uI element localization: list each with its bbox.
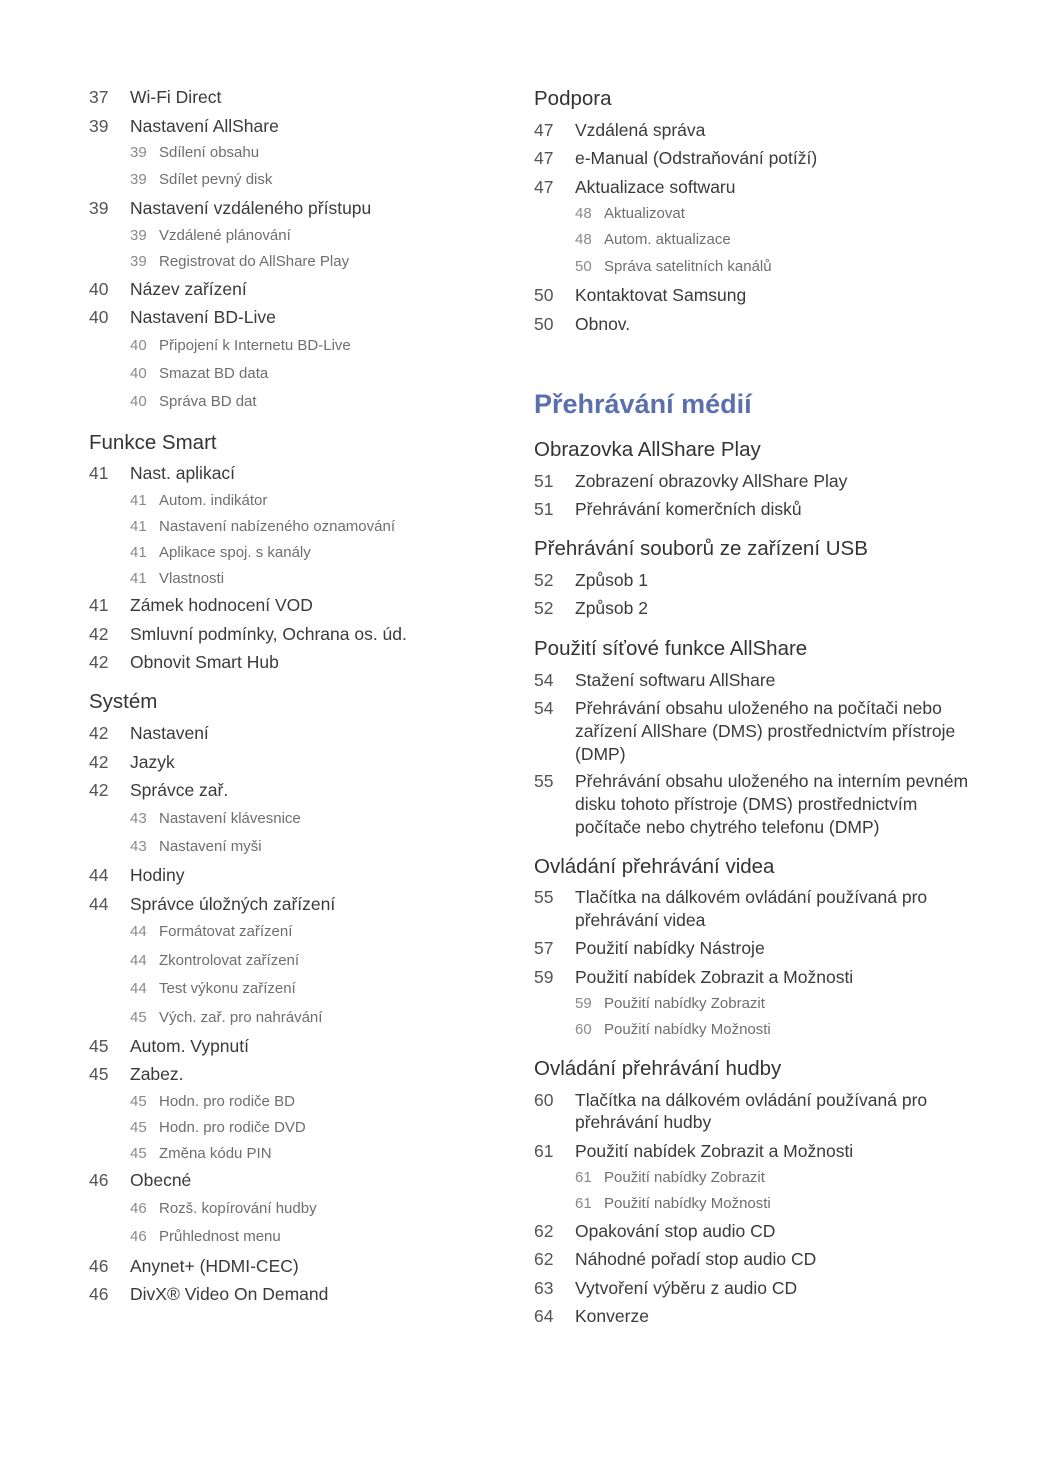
- page-number: 51: [534, 471, 554, 491]
- section-heading-podpora: Podpora: [534, 87, 612, 110]
- page-number: 48: [575, 231, 592, 248]
- entry-title: Zabez.: [130, 1064, 184, 1084]
- page-number: 40: [130, 393, 147, 410]
- entry-title: Registrovat do AllShare Play: [159, 253, 350, 270]
- page-number: 39: [89, 198, 109, 218]
- page-number: 44: [130, 980, 147, 997]
- page-number: 44: [130, 923, 147, 940]
- entry-title-line: Přehrávání obsahu uloženého na počítači nebo: [575, 698, 942, 718]
- page-number: 44: [89, 894, 109, 914]
- entry-title: Autom. aktualizace: [604, 231, 731, 248]
- page-number: 59: [575, 995, 592, 1012]
- page-number: 64: [534, 1306, 554, 1326]
- entry-title: Použití nabídky Možnosti: [604, 1195, 771, 1212]
- entry-title: Autom. indikátor: [159, 492, 268, 509]
- page-number: 41: [130, 570, 147, 587]
- entry-title: Smazat BD data: [159, 365, 269, 382]
- entry-title: Obnov.: [575, 314, 631, 334]
- page-number: 42: [89, 624, 109, 644]
- section-heading-system: Systém: [89, 690, 158, 713]
- page-number: 45: [89, 1036, 109, 1056]
- entry-title-line: disku tohoto přístroje (DMS) prostřednictvím: [575, 794, 918, 814]
- entry-title: Vytvoření výběru z audio CD: [575, 1278, 798, 1298]
- entry-title: Správa satelitních kanálů: [604, 258, 772, 275]
- entry-title: Jazyk: [130, 752, 175, 772]
- page-number: 39: [130, 253, 147, 270]
- entry-title: e-Manual (Odstraňování potíží): [575, 148, 818, 168]
- entry-title: Způsob 2: [575, 598, 648, 618]
- entry-title: Obnovit Smart Hub: [130, 652, 279, 672]
- entry-title: Anynet+ (HDMI-CEC): [130, 1256, 299, 1276]
- page-number: 60: [534, 1090, 554, 1110]
- page-number: 45: [130, 1119, 147, 1136]
- entry-title: Nastavení AllShare: [130, 116, 279, 136]
- page-number: 41: [130, 544, 147, 561]
- entry-title: Opakování stop audio CD: [575, 1221, 776, 1241]
- entry-title: Použití nabídek Zobrazit a Možnosti: [575, 967, 854, 987]
- entry-title: Správa BD dat: [159, 393, 257, 410]
- entry-title: Aplikace spoj. s kanály: [159, 544, 311, 561]
- entry-title: Použití nabídky Možnosti: [604, 1021, 771, 1038]
- page-number: 41: [130, 492, 147, 509]
- page-number: 39: [130, 144, 147, 161]
- entry-title: Zobrazení obrazovky AllShare Play: [575, 471, 848, 491]
- page-number: 45: [130, 1093, 147, 1110]
- entry-title: Kontaktovat Samsung: [575, 285, 747, 305]
- page-number: 46: [130, 1200, 147, 1217]
- page-number: 37: [89, 87, 109, 107]
- entry-title: Wi-Fi Direct: [130, 87, 222, 107]
- page-number: 39: [130, 227, 147, 244]
- entry-title: Smluvní podmínky, Ochrana os. úd.: [130, 624, 407, 644]
- entry-title: Rozš. kopírování hudby: [159, 1200, 317, 1217]
- page-number: 47: [534, 120, 554, 140]
- entry-title: Správce úložných zařízení: [130, 894, 336, 914]
- entry-title: Vých. zař. pro nahrávání: [159, 1009, 323, 1026]
- entry-title: DivX® Video On Demand: [130, 1284, 329, 1304]
- page-number: 42: [89, 723, 109, 743]
- page-number: 46: [89, 1256, 109, 1276]
- entry-title: Obecné: [130, 1170, 192, 1190]
- page-number: 50: [534, 285, 554, 305]
- section-heading-music: Ovládání přehrávání hudby: [534, 1057, 782, 1080]
- entry-title: Hodiny: [130, 865, 185, 885]
- page-number: 57: [534, 938, 554, 958]
- page-number: 41: [130, 518, 147, 535]
- entry-title: Zkontrolovat zařízení: [159, 952, 300, 969]
- entry-title: Nastavení vzdáleného přístupu: [130, 198, 372, 218]
- entry-title: Průhlednost menu: [159, 1228, 281, 1245]
- section-heading-allshare-play: Obrazovka AllShare Play: [534, 438, 761, 461]
- entry-title-line: přehrávání hudby: [575, 1112, 712, 1132]
- page-number: 61: [575, 1169, 592, 1186]
- page-number: 45: [130, 1145, 147, 1162]
- page-number: 46: [89, 1170, 109, 1190]
- page-number: 44: [89, 865, 109, 885]
- page-number: 42: [89, 752, 109, 772]
- section-heading-network: Použití síťové funkce AllShare: [534, 637, 808, 660]
- entry-title: Nastavení: [130, 723, 209, 743]
- page-number: 40: [130, 365, 147, 382]
- entry-title-line: zařízení AllShare (DMS) prostřednictvím přístroje: [575, 721, 956, 741]
- entry-title: Nastavení BD-Live: [130, 307, 276, 327]
- entry-title: Nastavení klávesnice: [159, 810, 301, 827]
- page-number: 41: [89, 595, 109, 615]
- page-number: 39: [89, 116, 109, 136]
- page-number: 43: [130, 838, 147, 855]
- page-number: 47: [534, 177, 554, 197]
- entry-title-line: (DMP): [575, 744, 626, 764]
- page-number: 61: [575, 1195, 592, 1212]
- page-number: 40: [89, 307, 109, 327]
- page-number: 60: [575, 1021, 592, 1038]
- entry-title: Náhodné pořadí stop audio CD: [575, 1249, 817, 1269]
- page-number: 46: [89, 1284, 109, 1304]
- entry-title: Použití nabídek Zobrazit a Možnosti: [575, 1141, 854, 1161]
- entry-title: Nast. aplikací: [130, 463, 236, 483]
- entry-title: Správce zař.: [130, 780, 229, 800]
- page-number: 39: [130, 171, 147, 188]
- entry-title: Vzdálené plánování: [159, 227, 291, 244]
- section-heading-video: Ovládání přehrávání videa: [534, 855, 775, 878]
- entry-title-line: Přehrávání obsahu uloženého na interním pevném: [575, 771, 969, 791]
- entry-title: Nastavení myši: [159, 838, 262, 855]
- page-number: 61: [534, 1141, 554, 1161]
- entry-title: Stažení softwaru AllShare: [575, 670, 776, 690]
- entry-title: Formátovat zařízení: [159, 923, 293, 940]
- entry-title-line: Tlačítka na dálkovém ovládání používaná pro: [575, 887, 928, 907]
- page-number: 41: [89, 463, 109, 483]
- page-number: 42: [89, 780, 109, 800]
- page-number: 46: [130, 1228, 147, 1245]
- page-number: 47: [534, 148, 554, 168]
- chapter-title: Přehrávání médií: [534, 389, 752, 419]
- entry-title: Způsob 1: [575, 570, 648, 590]
- page-number: 43: [130, 810, 147, 827]
- page-number: 59: [534, 967, 554, 987]
- entry-title: Konverze: [575, 1306, 649, 1326]
- entry-title-line: přehrávání videa: [575, 910, 706, 930]
- page-number: 40: [89, 279, 109, 299]
- entry-title: Použití nabídky Zobrazit: [604, 995, 765, 1012]
- entry-title: Aktualizace softwaru: [575, 177, 736, 197]
- entry-title-line: Tlačítka na dálkovém ovládání používaná pro: [575, 1090, 928, 1110]
- page-number: 62: [534, 1221, 554, 1241]
- entry-title: Vzdálená správa: [575, 120, 706, 140]
- page-number: 45: [89, 1064, 109, 1084]
- entry-title: Připojení k Internetu BD-Live: [159, 337, 351, 354]
- entry-title: Aktualizovat: [604, 205, 685, 222]
- entry-title: Sdílet pevný disk: [159, 171, 273, 188]
- entry-title: Použití nabídky Nástroje: [575, 938, 765, 958]
- entry-title: Autom. Vypnutí: [130, 1036, 249, 1056]
- page-number: 52: [534, 570, 554, 590]
- entry-title: Test výkonu zařízení: [159, 980, 296, 997]
- entry-title: Nastavení nabízeného oznamování: [159, 518, 395, 535]
- page-number: 50: [575, 258, 592, 275]
- page-number: 62: [534, 1249, 554, 1269]
- section-heading-usb: Přehrávání souborů ze zařízení USB: [534, 537, 868, 560]
- page-number: 54: [534, 698, 554, 718]
- entry-title: Hodn. pro rodiče BD: [159, 1093, 295, 1110]
- page-number: 40: [130, 337, 147, 354]
- page-number: 45: [130, 1009, 147, 1026]
- entry-title: Vlastnosti: [159, 570, 225, 587]
- entry-title: Použití nabídky Zobrazit: [604, 1169, 765, 1186]
- page-number: 48: [575, 205, 592, 222]
- entry-title: Hodn. pro rodiče DVD: [159, 1119, 306, 1136]
- entry-title: Změna kódu PIN: [159, 1145, 272, 1162]
- page-number: 44: [130, 952, 147, 969]
- entry-title: Název zařízení: [130, 279, 247, 299]
- section-heading-funkce-smart: Funkce Smart: [89, 431, 217, 454]
- page-number: 63: [534, 1278, 554, 1298]
- page-number: 52: [534, 598, 554, 618]
- page-number: 50: [534, 314, 554, 334]
- page-number: 51: [534, 499, 554, 519]
- page-number: 55: [534, 771, 554, 791]
- page-number: 54: [534, 670, 554, 690]
- entry-title-line: počítače nebo chytrého telefonu (DMP): [575, 817, 880, 837]
- entry-title: Zámek hodnocení VOD: [130, 595, 313, 615]
- page-number: 55: [534, 887, 554, 907]
- entry-title: Přehrávání komerčních disků: [575, 499, 802, 519]
- entry-title: Sdílení obsahu: [159, 144, 260, 161]
- page-number: 42: [89, 652, 109, 672]
